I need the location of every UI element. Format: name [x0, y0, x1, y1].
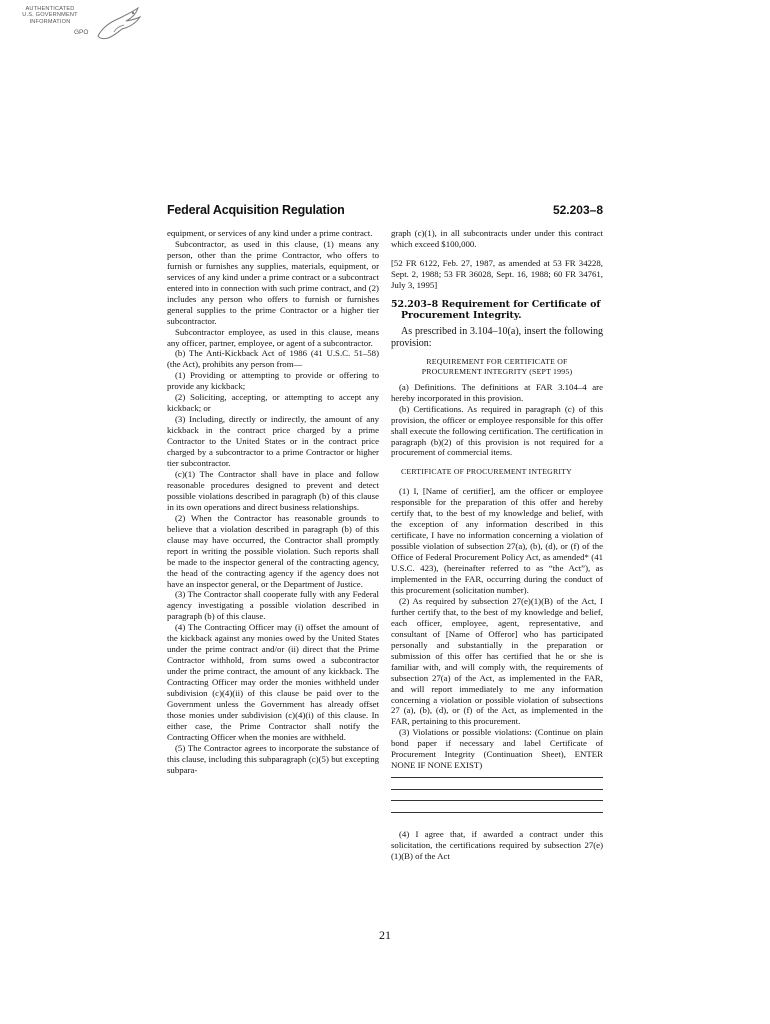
blank-lines — [391, 777, 603, 823]
blank-line — [391, 777, 603, 789]
paragraph: (b) The Anti-Kickback Act of 1986 (41 U.S.C. 51–58) (the Act), prohibits any person from— — [167, 348, 379, 370]
left-column — [167, 228, 379, 776]
seal-text: AUTHENTICATED U.S. GOVERNMENT INFORMATION — [22, 6, 78, 25]
paragraph: equipment, or services of any kind under a prime contract. — [167, 228, 373, 238]
section-number: 52.203–8 — [552, 203, 603, 217]
page-number: 21 — [379, 928, 391, 942]
prescription-text: As prescribed in 3.104–10(a), insert the following provision: — [391, 325, 603, 349]
blank-line — [391, 800, 603, 812]
paragraph: graph (c)(1), in all subcontracts under under this contract which exceed $100,000. — [391, 228, 603, 249]
eagle-icon — [92, 6, 144, 42]
paragraph: (1) I, [Name of certifier], am the officer or employee responsible for the preparation of this offer and hereby certify that, to the best of my knowledge and belief, with the exception of any information described in this certificate, I have no information concerning a violation of possible violation of subsection 27(a), (b), (d), or (f) of the Office of Federal Procurement Policy Act, as amended* (41 U.S.C. 423), (hereinafter referred to as “the Act”), as implemented in the FAR, occurring during the conduct of this procurement (solicitation number). — [391, 486, 603, 595]
paragraph: (2) As required by subsection 27(e)(1)(B) of the Act, I further certify that, to the best of my knowledge and belief, each officer, employee, agent, representative, and consultant of [Name of Offeror] who has participated personally and substantially in the preparation or submission of this offer has certified that he or she is familiar with, and will comply with, the requirements of subsection 27(a) of the Act, as implemented in the FAR, and will report immediately to me any information concerning a violation or possible violation of subsections 27 (a), (b), (d), or (f) of the Act, as implemented in the FAR, pertaining to this procurement. — [391, 595, 603, 727]
paragraph: Subcontractor employee, as used in this clause, means any officer, partner, employee, or agent of a subcontractor. — [167, 326, 379, 348]
paragraph: (2) Soliciting, accepting, or attempting to accept any kickback; or — [167, 392, 379, 414]
paragraph: (5) The Contractor agrees to incorporate the substance of this clause, including this subparagraph (c)(5) but excepting subpara- — [167, 742, 379, 775]
citation: [52 FR 6122, Feb. 27, 1987, as amended at 53 FR 34228, Sept. 2, 1988; 53 FR 36028, Sept. 16, 1988; 60 FR 34761, July 3, 1995] — [391, 257, 603, 290]
paragraph: (3) The Contractor shall cooperate fully with any Federal agency investigating a possible violation described in paragraph (b) of this clause. — [167, 589, 379, 622]
blank-line — [391, 789, 603, 801]
paragraph: (3) Including, directly or indirectly, the amount of any kickback in the contract price charged by a prime Contractor to the United States or in the contract price charged by a subcontractor to a prime Contractor or higher tier subcontractor. — [167, 414, 379, 469]
paragraph: (4) The Contracting Officer may (i) offset the amount of the kickback against any monies owed by the United States under the prime contract and/or (ii) direct that the Prime Contractor withhold, from sums owed a subcontractor under the prime contract, the amount of any kickback. The Contracting Officer may order the monies withheld under subdivision (c)(4)(ii) of this clause be paid over to the Government unless the Government has already offset those monies under subdivision (c)(4)(i) of this clause. In either case, the Prime Contractor shall notify the Contracting Officer when the monies are withheld. — [167, 622, 379, 742]
paragraph: (4) I agree that, if awarded a contract under this solicitation, the certifications required by subsection 27(e)(1)(B) of the Act — [391, 829, 603, 862]
paragraph: Subcontractor, as used in this clause, (1) means any person, other than the prime Contractor, who offers to furnish or furnishes any supplies, materials, equipment, or services of any kind under a prime contract or a subcontract entered into in connection with such prime contract, and (2) includes any person who offers to furnish or furnishes general supplies to the prime Contractor or a higher tier subcontractor. — [167, 238, 379, 326]
seal-agency: GPO — [74, 29, 89, 36]
authenticated-gpo-seal — [4, 4, 144, 48]
running-title: Federal Acquisition Regulation — [167, 203, 345, 217]
definitions-paragraph: (a) Definitions. The definitions at FAR 3.104–4 are hereby incorporated in this provision. — [391, 381, 603, 403]
page-header — [167, 203, 603, 217]
provision-title: REQUIREMENT FOR CERTIFICATE OF PROCUREMENT INTEGRITY (SEPT 1995) — [421, 356, 573, 376]
paragraph: (1) Providing or attempting to provide or offering to provide any kickback; — [167, 370, 379, 392]
blank-line — [391, 812, 603, 824]
paragraph: (3) Violations or possible violations: (Continue on plain bond paper if necessary and label Certificate of Procurement Integrity (Continuation Sheet), ENTER NONE IF NONE EXIST) — [391, 727, 603, 771]
paragraph: (2) When the Contractor has reasonable grounds to believe that a violation described in paragraph (b) of this clause may have occurred, the Contractor shall promptly report in writing the possible violation. Such reports shall be made to the inspector general of the contracting agency, the head of the contracting agency if the agency does not have an inspector general, or the Department of Justice. — [167, 512, 379, 589]
paragraph: (c)(1) The Contractor shall have in place and follow reasonable procedures designed to prevent and detect possible violations described in paragraph (b) of this clause in its own operations and direct business relationships. — [167, 468, 379, 512]
certificate-heading: CERTIFICATE OF PROCUREMENT INTEGRITY — [401, 467, 572, 477]
right-column — [391, 228, 603, 862]
clause-heading: 52.203–8 Requirement for Certificate of Procurement Integrity. — [391, 298, 601, 321]
certifications-paragraph: (b) Certifications. As required in paragraph (c) of this provision, the officer or employee responsible for this offer shall execute the following certification. The certification in paragraph (b)(2) of this provision is not required for a procurement of commercial items. — [391, 403, 603, 458]
